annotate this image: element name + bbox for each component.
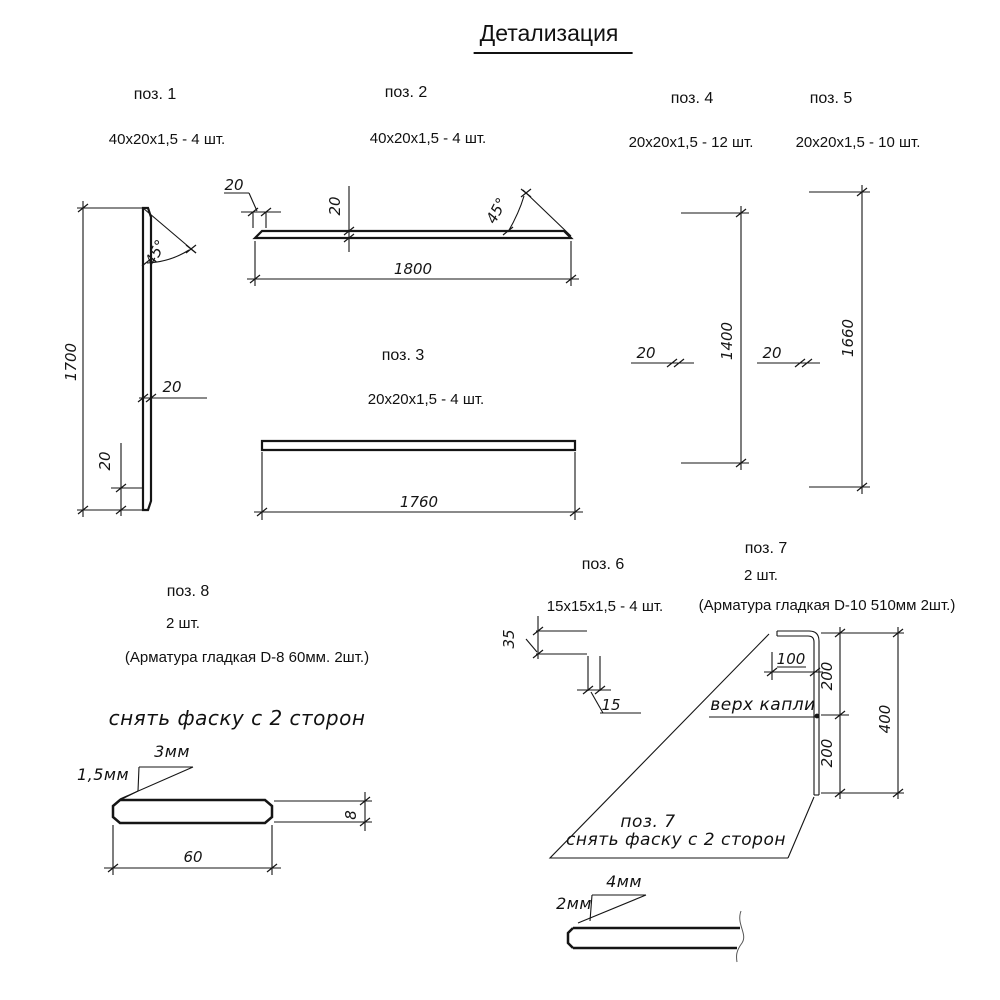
pos7-seg-lower-dim: 200 xyxy=(818,738,836,768)
pos7-total-dim: 400 xyxy=(876,704,894,734)
pos2-label: поз. 2 xyxy=(384,84,428,101)
pos6-bar xyxy=(587,629,600,654)
pos7-callout-line2: снять фаску с 2 сторон xyxy=(566,830,786,850)
pos2-width-dim: 20 xyxy=(326,196,344,216)
pos2-drawing xyxy=(224,176,579,286)
pos8-qty: 2 шт. xyxy=(166,615,200,632)
pos5-bar xyxy=(800,191,807,487)
pos3-label: поз. 3 xyxy=(381,347,425,364)
pos1-spec: 40x20x1,5 - 4 шт. xyxy=(108,131,226,148)
pos1-chamfer-dim: 20 xyxy=(96,451,114,471)
pos2-chamfer-dim: 20 xyxy=(224,176,244,194)
top-of-drop-label: верх капли xyxy=(710,695,816,715)
pos7-drawing xyxy=(550,627,904,858)
pos6-width-dim: 15 xyxy=(601,696,621,714)
pos8-drawing xyxy=(104,767,372,875)
pos8-label: поз. 8 xyxy=(166,583,210,600)
pos7-chamfer-depth-label: 2мм xyxy=(556,894,592,913)
pos1-label: поз. 1 xyxy=(133,86,177,103)
pos8-chamfer-note: снять фаску с 2 сторон xyxy=(108,706,366,730)
pos8-rod xyxy=(113,800,272,823)
pos5-spec: 20x20x1,5 - 10 шт. xyxy=(795,134,921,151)
pos3-spec: 20x20x1,5 - 4 шт. xyxy=(367,391,485,408)
pos7-chamfer-detail xyxy=(568,895,744,962)
pos7-label: поз. 7 xyxy=(744,540,788,557)
pos4-length-dim: 1400 xyxy=(718,321,736,361)
pos3-bar xyxy=(262,441,575,450)
pos6-label: поз. 6 xyxy=(581,556,625,573)
pos6-height-dim: 35 xyxy=(500,629,518,649)
pos4-spec: 20x20x1,5 - 12 шт. xyxy=(628,134,754,151)
pos1-length-dim: 1700 xyxy=(62,342,80,382)
pos5-drawing xyxy=(757,185,870,494)
pos7-detail-rod xyxy=(568,928,740,948)
pos7-chamfer-len-label: 4мм xyxy=(606,872,642,891)
pos1-angle-dim: 45° xyxy=(141,236,170,269)
pos8-chamfer-len-label: 3мм xyxy=(154,742,190,761)
pos8-chamfer-depth-label: 1,5мм xyxy=(76,765,130,784)
pos2-length-dim: 1800 xyxy=(393,260,433,278)
pos8-note: (Арматура гладкая D-8 60мм. 2шт.) xyxy=(124,649,370,666)
pos4-bar xyxy=(672,213,679,463)
pos2-bar xyxy=(255,231,571,238)
pos8-length-dim: 60 xyxy=(183,848,203,866)
pos4-label: поз. 4 xyxy=(670,90,714,107)
pos5-label: поз. 5 xyxy=(809,90,853,107)
pos4-drawing xyxy=(631,206,749,470)
pos2-spec: 40x20x1,5 - 4 шт. xyxy=(369,130,487,147)
pos8-diameter-dim: 8 xyxy=(342,810,360,820)
pos7-qty: 2 шт. xyxy=(744,567,778,584)
pos5-width-dim: 20 xyxy=(762,344,782,362)
pos7-seg-upper-dim: 200 xyxy=(818,661,836,691)
pos5-length-dim: 1660 xyxy=(839,318,857,358)
pos2-angle-dim: 45° xyxy=(482,194,511,227)
sheet-title: Детализация xyxy=(474,20,633,54)
pos6-spec: 15x15x1,5 - 4 шт. xyxy=(546,598,664,615)
pos1-drawing xyxy=(62,201,207,517)
pos3-length-dim: 1760 xyxy=(399,493,439,511)
pos7-note: (Арматура гладкая D-10 510мм 2шт.) xyxy=(698,597,956,614)
pos7-top-dim: 100 xyxy=(776,650,806,668)
pos6-drawing xyxy=(500,616,641,714)
pos7-callout-line1: поз. 7 xyxy=(620,812,676,832)
pos1-width-dim: 20 xyxy=(162,378,182,396)
pos3-drawing xyxy=(254,441,583,520)
pos4-width-dim: 20 xyxy=(636,344,656,362)
